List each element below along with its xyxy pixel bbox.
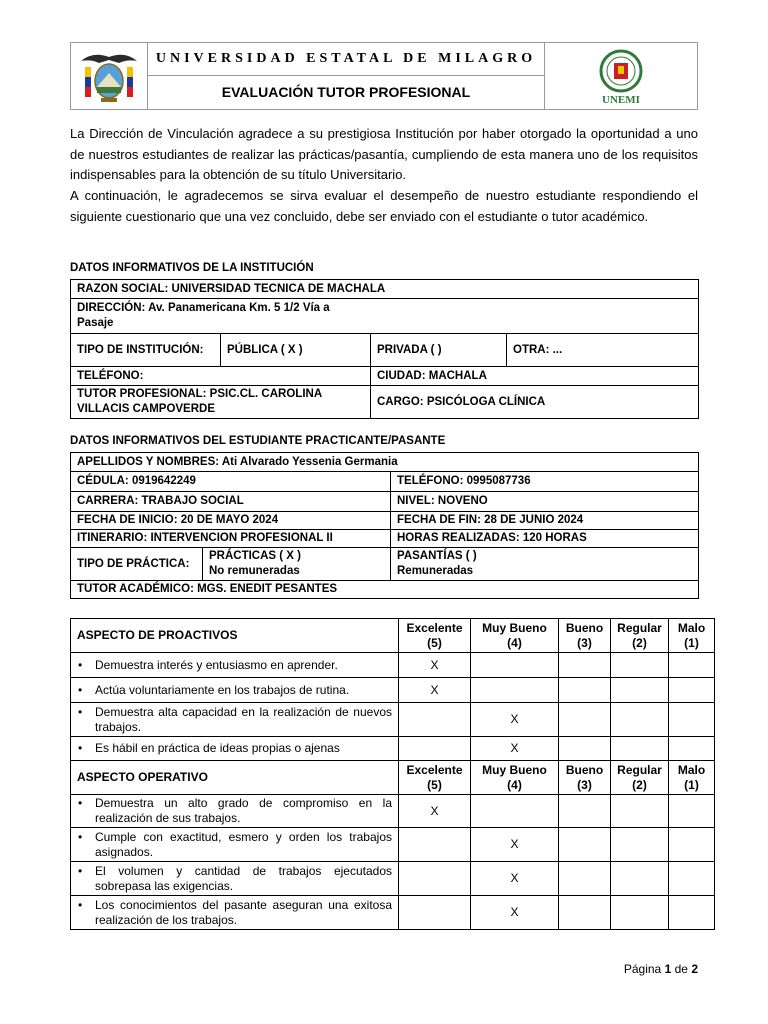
evaluation-table [70, 618, 715, 930]
mark-cell: X [399, 653, 471, 678]
student-fecha-inicio: FECHA DE INICIO: 20 DE MAYO 2024 [71, 512, 391, 530]
section-operativo-title: ASPECTO OPERATIVO [71, 761, 399, 795]
tipo-pasantias [391, 548, 699, 581]
institution-table [70, 279, 699, 419]
mark-cell: X [471, 703, 559, 737]
page-label: Página [623, 962, 662, 976]
pasantias-detail: Remuneradas [397, 565, 474, 577]
direccion: DIRECCIÓN: Av. Panamericana Km. 5 1/2 Vía a Pasaje [71, 299, 371, 334]
header-excelente: Excelente (5) [399, 761, 471, 795]
form-title: EVALUACIÓN TUTOR PROFESIONAL [221, 84, 471, 100]
header-bueno: Bueno (3) [559, 761, 611, 795]
mark-cell: X [471, 828, 559, 862]
eval-item: • Demuestra un alto grado de compromiso en la realización de sus trabajos. [71, 795, 399, 828]
tipo-otra: OTRA: ... [507, 334, 699, 367]
student-section-title: DATOS INFORMATIVOS DEL ESTUDIANTE PRACTICANTE/PASANTE [70, 435, 446, 447]
tutor-academico: TUTOR ACADÉMICO: MGS. ENEDIT PESANTES [71, 581, 699, 599]
institution-telefono: TELÉFONO: [71, 367, 371, 386]
document-header [70, 42, 698, 110]
mark-cell: X [399, 678, 471, 703]
intro-text [70, 124, 698, 228]
section-proactivos-title: ASPECTO DE PROACTIVOS [71, 619, 399, 653]
practicas-option: PRÁCTICAS ( X ) [209, 550, 301, 562]
eval-item: • El volumen y cantidad de trabajos ejecutados sobrepasa las exigencias. [71, 862, 399, 896]
institution-ciudad: CIUDAD: MACHALA [371, 367, 699, 386]
header-excelente: Excelente (5) [399, 619, 471, 653]
page-of: de [674, 962, 688, 976]
unemi-logo [544, 43, 697, 109]
tipo-practicas [203, 548, 391, 581]
header-malo: Malo (1) [669, 761, 715, 795]
student-fecha-fin: FECHA DE FIN: 28 DE JUNIO 2024 [391, 512, 699, 530]
header-malo: Malo (1) [669, 619, 715, 653]
header-muy-bueno: Muy Bueno (4) [471, 619, 559, 653]
header-regular: Regular (2) [611, 619, 669, 653]
eval-item: • Los conocimientos del pasante aseguran una exitosa realización de los trabajos. [71, 896, 399, 930]
tipo-privada: PRIVADA ( ) [371, 334, 507, 367]
razon-social: RAZON SOCIAL: UNIVERSIDAD TECNICA DE MACHALA [71, 280, 699, 299]
header-muy-bueno: Muy Bueno (4) [471, 761, 559, 795]
practicas-detail: No remuneradas [209, 565, 300, 577]
eval-item: • Cumple con exactitud, esmero y orden los trabajos asignados. [71, 828, 399, 862]
tipo-practica-label: TIPO DE PRÁCTICA: [71, 548, 203, 581]
student-horas: HORAS REALIZADAS: 120 HORAS [391, 530, 699, 548]
pasantias-option: PASANTÍAS ( ) [397, 550, 477, 562]
student-telefono: TELÉFONO: 0995087736 [391, 472, 699, 492]
student-table [70, 452, 699, 599]
institution-section-title: DATOS INFORMATIVOS DE LA INSTITUCIÓN [70, 262, 314, 274]
ecuador-coat-of-arms [71, 43, 148, 109]
mark-cell: X [471, 737, 559, 761]
eval-item: • Actúa voluntariamente en los trabajos de rutina. [71, 678, 399, 703]
tipo-publica: PÚBLICA ( X ) [221, 334, 371, 367]
header-regular: Regular (2) [611, 761, 669, 795]
page-total: 2 [691, 962, 698, 976]
mark-cell: X [471, 896, 559, 930]
student-nombres: APELLIDOS Y NOMBRES: Ati Alvarado Yessenia Germania [71, 453, 699, 472]
eval-item: • Es hábil en práctica de ideas propias o ajenas [71, 737, 399, 761]
eval-item: • Demuestra interés y entusiasmo en aprender. [71, 653, 399, 678]
page-number [624, 962, 698, 976]
student-nivel: NIVEL: NOVENO [391, 492, 699, 512]
tutor-profesional: TUTOR PROFESIONAL: PSIC.CL. CAROLINA VILLACIS CAMPOVERDE [71, 386, 371, 419]
tutor-cargo: CARGO: PSICÓLOGA CLÍNICA [371, 386, 699, 419]
student-itinerario: ITINERARIO: INTERVENCION PROFESIONAL II [71, 530, 391, 548]
intro-paragraph-2: A continuación, le agradecemos se sirva evaluar el desempeño de nuestro estudiante respondiendo el siguiente cuestionario que una vez concluido, debe ser enviado con el estudiante o tutor académico. [70, 188, 698, 224]
student-carrera: CARRERA: TRABAJO SOCIAL [71, 492, 391, 512]
student-cedula: CÉDULA: 0919642249 [71, 472, 391, 492]
intro-paragraph-1: La Dirección de Vinculación agradece a su prestigiosa Institución por haber otorgado la oportunidad a uno de nuestros estudiantes de realizar las prácticas/pasantía, cumpliendo de esta manera uno de los requisitos indispensables para la obtención de su título Universitario. [70, 126, 698, 183]
mark-cell: X [399, 795, 471, 828]
header-bueno: Bueno (3) [559, 619, 611, 653]
page-current: 1 [664, 962, 672, 976]
mark-cell: X [471, 862, 559, 896]
university-name: UNIVERSIDAD ESTATAL DE MILAGRO [155, 51, 537, 66]
tipo-institucion-label: TIPO DE INSTITUCIÓN: [71, 334, 221, 367]
unemi-logo-text: UNEMI [602, 94, 640, 106]
eval-item: • Demuestra alta capacidad en la realización de nuevos trabajos. [71, 703, 399, 737]
